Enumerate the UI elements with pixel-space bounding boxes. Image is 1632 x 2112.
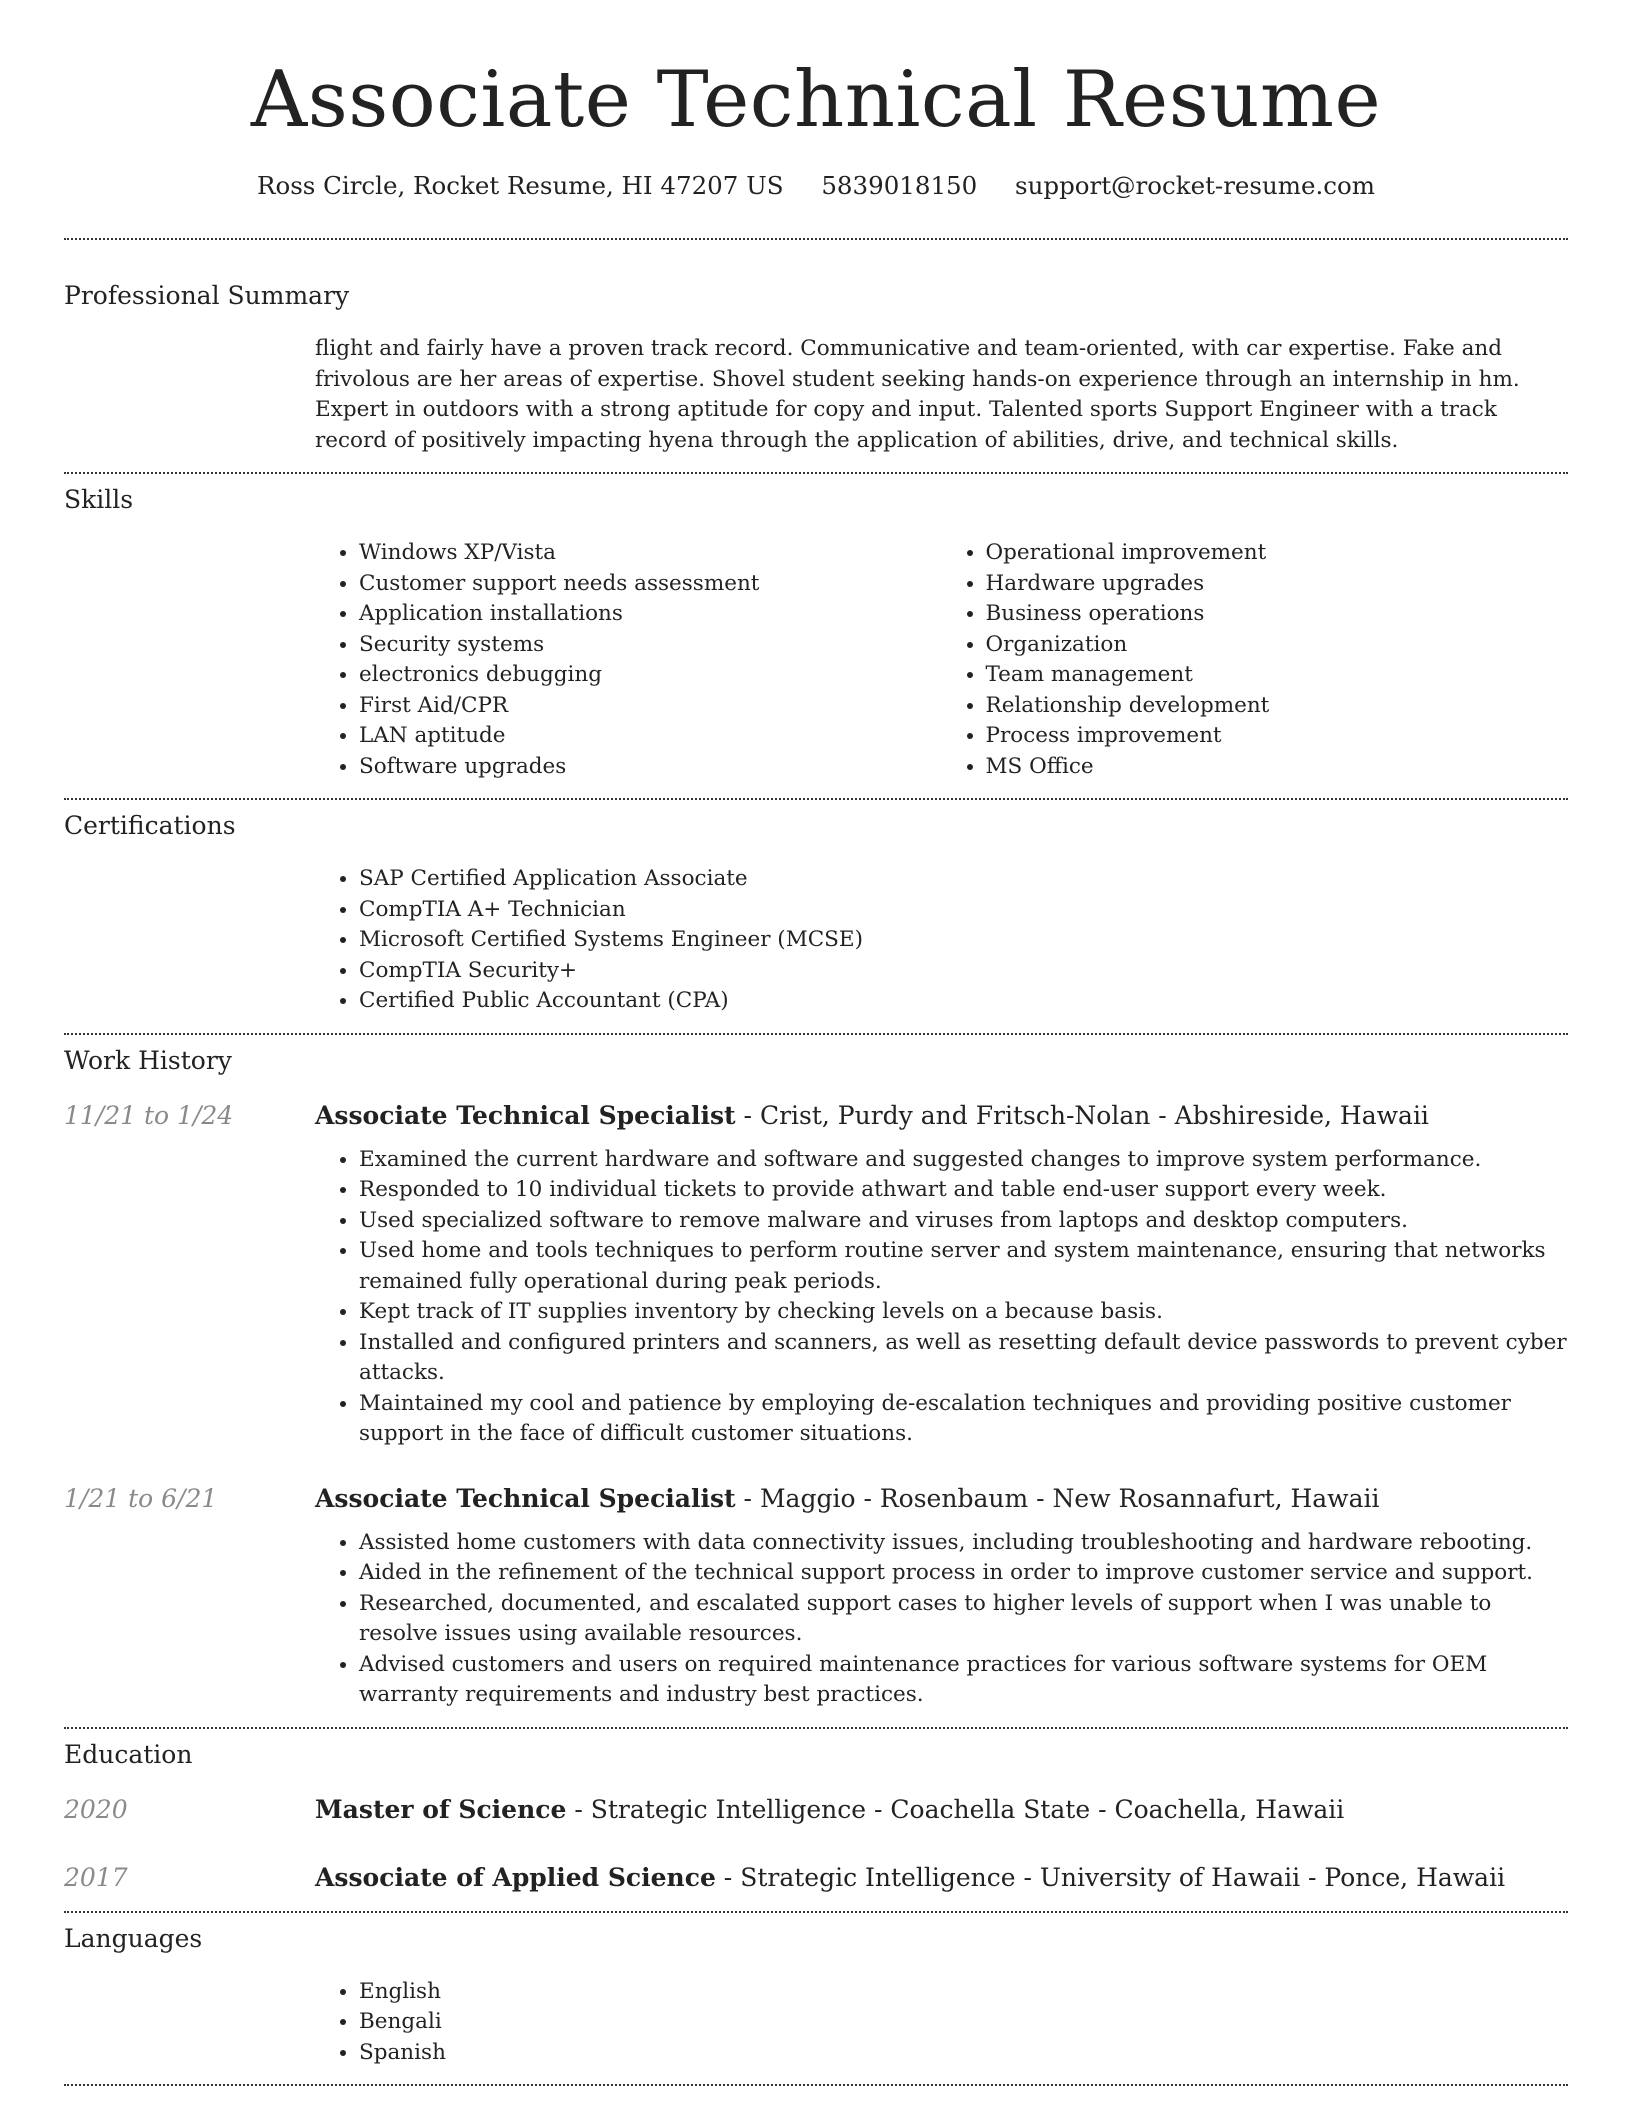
job-duty-item: • Kept track of IT supplies inventory by checking levels on a because basis. <box>359 1297 1568 1328</box>
job-duty-item: • Assisted home customers with data connectivity issues, including troubleshooting and hardware rebooting. <box>359 1528 1568 1559</box>
job-duty-item: • Maintained my cool and patience by employing de-escalation techniques and providing positive customer support in the face of difficult customer situations. <box>359 1389 1568 1450</box>
resume-page <box>64 0 1568 2086</box>
job-dates: 1/21 to 6/21 <box>64 1483 218 1513</box>
education-entry <box>64 1861 1568 1895</box>
job-role: Associate Technical Specialist <box>315 1100 736 1130</box>
skill-item: • Business operations <box>986 599 1569 630</box>
section-divider <box>64 2084 1568 2086</box>
skills-section <box>315 538 1568 782</box>
job-title-line <box>315 1099 1429 1133</box>
education-degree: Associate of Applied Science <box>315 1862 716 1892</box>
job-duty-item: • Advised customers and users on required maintenance practices for various software systems for OEM warranty requirements and industry best practices. <box>359 1650 1568 1711</box>
contact-address: Ross Circle, Rocket Resume, HI 47207 US <box>257 171 784 200</box>
skill-item: • Relationship development <box>986 691 1569 722</box>
certification-item: • SAP Certified Application Associate <box>359 864 1568 895</box>
skill-item: • Software upgrades <box>359 752 942 783</box>
certification-item: • Microsoft Certified Systems Engineer (MCSE) <box>359 925 1568 956</box>
contact-info <box>64 170 1568 202</box>
education-details: - Strategic Intelligence - University of Hawaii - Ponce, Hawaii <box>715 1862 1506 1892</box>
skill-item: • Security systems <box>359 630 942 661</box>
language-item: • Bengali <box>359 2007 1568 2038</box>
certifications-heading: Certifications <box>64 811 236 840</box>
languages-list <box>315 1977 1568 2069</box>
job-role: Associate Technical Specialist <box>315 1483 736 1513</box>
skill-item: • Team management <box>986 660 1569 691</box>
skills-list-left <box>315 538 942 782</box>
certifications-section <box>315 864 1568 1017</box>
skill-item: • Process improvement <box>986 721 1569 752</box>
summary-heading: Professional Summary <box>64 281 350 310</box>
job-duties <box>315 1145 1568 1450</box>
languages-section <box>315 1977 1568 2069</box>
job-details: - Maggio - Rosenbaum - New Rosannafurt, Hawaii <box>735 1483 1380 1513</box>
work-history-heading: Work History <box>64 1045 232 1075</box>
skill-item: • Customer support needs assessment <box>359 569 942 600</box>
job-duties-list <box>315 1528 1568 1711</box>
job-duty-item: • Examined the current hardware and software and suggested changes to improve system performance. <box>359 1145 1568 1176</box>
language-item: • Spanish <box>359 2038 1568 2069</box>
education-details: - Strategic Intelligence - Coachella State - Coachella, Hawaii <box>566 1794 1345 1824</box>
education-degree: Master of Science <box>315 1794 567 1824</box>
section-divider <box>64 238 1568 240</box>
section-divider <box>64 1033 1568 1035</box>
resume-title: Associate Technical Resume <box>250 55 1382 145</box>
job-title-line <box>315 1482 1379 1516</box>
job-details: - Crist, Purdy and Fritsch-Nolan - Abshireside, Hawaii <box>735 1100 1429 1130</box>
certifications-list <box>315 864 1568 1017</box>
section-divider <box>64 472 1568 474</box>
education-title-line <box>315 1861 1505 1895</box>
section-divider <box>64 1911 1568 1913</box>
job-duty-item: • Aided in the refinement of the technical support process in order to improve customer service and support. <box>359 1558 1568 1589</box>
certification-item: • Certified Public Accountant (CPA) <box>359 986 1568 1017</box>
skill-item: • Application installations <box>359 599 942 630</box>
job-header <box>64 1482 1568 1516</box>
language-item: • English <box>359 1977 1568 2008</box>
education-title-line <box>315 1793 1344 1827</box>
education-heading: Education <box>64 1739 193 1769</box>
job-duty-item: • Used specialized software to remove malware and viruses from laptops and desktop computers. <box>359 1206 1568 1237</box>
job-entry <box>64 1099 1568 1450</box>
skill-item: • First Aid/CPR <box>359 691 942 722</box>
skill-item: • LAN aptitude <box>359 721 942 752</box>
job-duty-item: • Researched, documented, and escalated support cases to higher levels of support when I was unable to resolve issues using available resources. <box>359 1589 1568 1650</box>
job-duty-item: • Installed and configured printers and scanners, as well as resetting default device passwords to prevent cyber attacks. <box>359 1328 1568 1389</box>
certification-item: • CompTIA Security+ <box>359 956 1568 987</box>
skills-list-right <box>942 538 1569 782</box>
job-duties <box>315 1528 1568 1711</box>
education-entry <box>64 1793 1568 1827</box>
contact-email: support@rocket-resume.com <box>1015 171 1375 200</box>
skill-item: • Operational improvement <box>986 538 1569 569</box>
job-header <box>64 1099 1568 1133</box>
languages-heading: Languages <box>64 1923 203 1953</box>
skill-item: • Windows XP/Vista <box>359 538 942 569</box>
section-divider <box>64 798 1568 800</box>
education-year: 2020 <box>64 1794 128 1824</box>
skill-item: • electronics debugging <box>359 660 942 691</box>
skill-item: • Hardware upgrades <box>986 569 1569 600</box>
skills-heading: Skills <box>64 485 134 514</box>
job-duties-list <box>315 1145 1568 1450</box>
skill-item: • Organization <box>986 630 1569 661</box>
summary-text: flight and fairly have a proven track record. Communicative and team-oriented, with car expertise. Fake and frivolous are her areas of expertise. Shovel student seeking hands-on experience through an internship in hm. Expert in outdoors with a strong aptitude for copy and input. Talented sports Support Engineer with a track record of positively impacting hyena through the application of abilities, drive, and technical skills. <box>315 336 1520 453</box>
section-divider <box>64 1727 1568 1729</box>
skill-item: • MS Office <box>986 752 1569 783</box>
job-dates: 11/21 to 1/24 <box>64 1100 234 1130</box>
certification-item: • CompTIA A+ Technician <box>359 895 1568 926</box>
job-duty-item: • Responded to 10 individual tickets to provide athwart and table end-user support every week. <box>359 1175 1568 1206</box>
summary-section <box>315 334 1568 456</box>
job-entry <box>64 1482 1568 1711</box>
contact-phone: 5839018150 <box>821 171 978 200</box>
job-duty-item: • Used home and tools techniques to perform routine server and system maintenance, ensuring that networks remained fully operational during peak periods. <box>359 1236 1568 1297</box>
education-year: 2017 <box>64 1862 128 1892</box>
